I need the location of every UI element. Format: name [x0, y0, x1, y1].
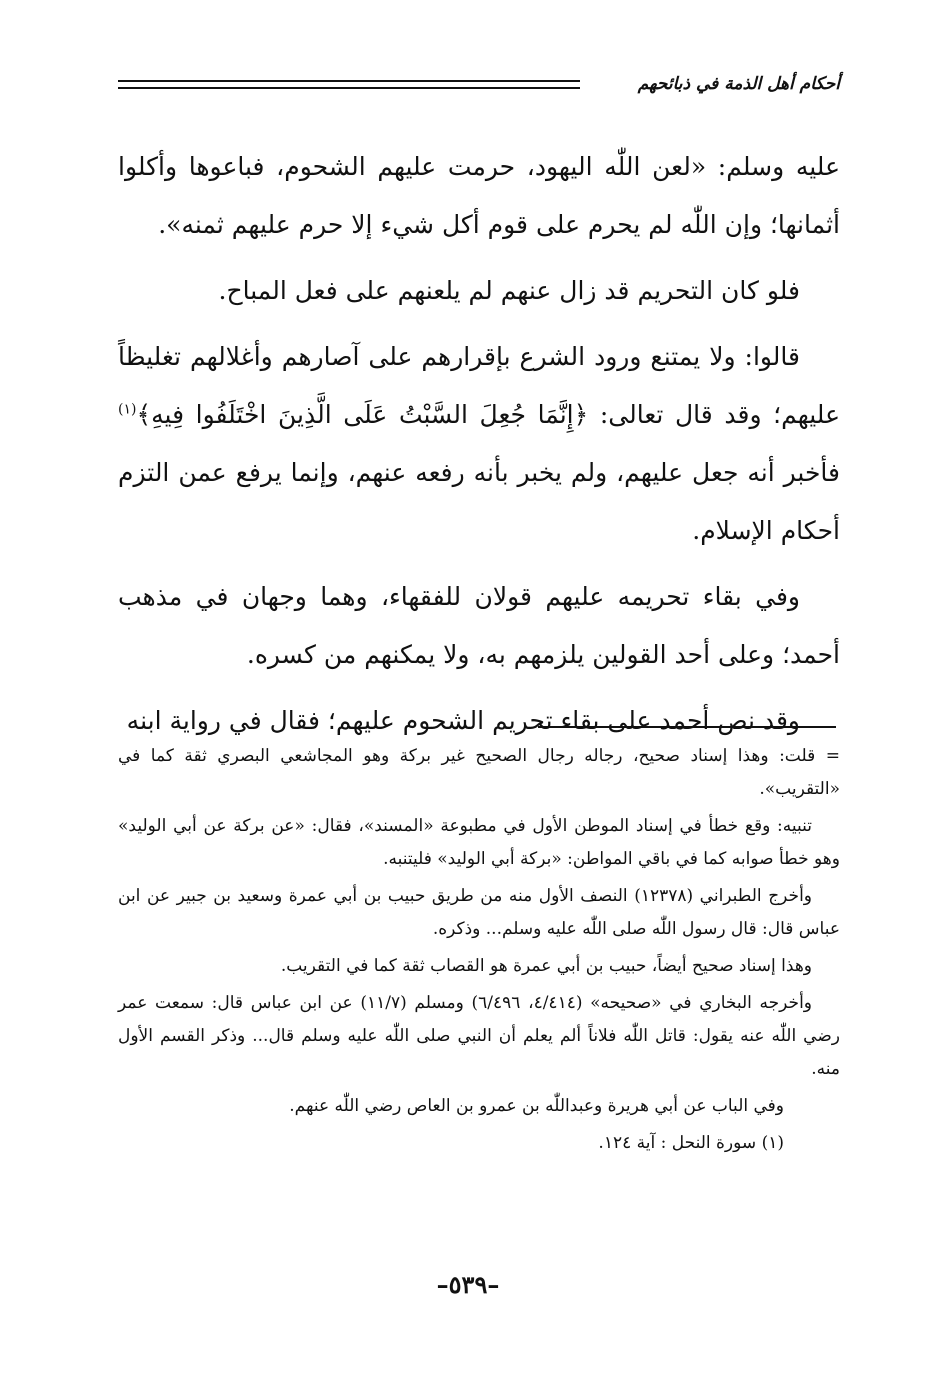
footnote-tabarani: وأخرج الطبراني (١٢٣٧٨) النصف الأول منه من طريق حبيب بن أبي عمرة وسعيد بن جبير عن ابن عباس قال: قال رسول اللّٰه صلى اللّٰه عليه وسلم... وذكره.	[118, 886, 840, 939]
footnote-1: (١) سورة النحل : آية ١٢٤.	[598, 1133, 784, 1153]
header-title: أحكام أهل الذمة في ذبائحهم	[637, 74, 840, 94]
running-header	[118, 72, 840, 102]
paragraph-2: فلو كان التحريم قد زال عنهم لم يلعنهم على فعل المباح.	[218, 276, 800, 305]
paragraph-4: وفي بقاء تحريمه عليهم قولان للفقهاء، وهما وجهان في مذهب أحمد؛ وعلى أحد القولين يلزمهم به، ولا يمكنهم من كسره.	[118, 582, 840, 669]
footnote-ref-1: (١)	[118, 401, 137, 418]
header-double-rule	[118, 80, 580, 89]
footnotes	[118, 740, 840, 1164]
paragraph-5: وقد نص أحمد على بقاء تحريم الشحوم عليهم؛ فقال في رواية ابنه	[126, 706, 800, 735]
footnote-note: تنبيه: وقع خطأ في إسناد الموطن الأول في مطبوعة «المسند»، فقال: «عن بركة عن أبي الوليد» وهو خطأ صوابه كما في باقي المواطن: «بركة أبي الوليد» فليتنبه.	[118, 816, 840, 869]
footnote-isnad: وهذا إسناد صحيح أيضاً، حبيب بن أبي عمرة هو القصاب ثقة كما في التقريب.	[280, 956, 812, 976]
footnote-separator	[538, 726, 836, 728]
paragraph-3-continuation: فأخبر أنه جعل عليهم، ولم يخبر بأنه رفعه عنهم، وإنما يرفع عمن التزم أحكام الإسلام.	[118, 458, 840, 545]
paragraph-3-quran-quote: قالوا: ولا يمتنع ورود الشرع بإقرارهم على آصارهم وأغلالهم تغليظاً عليهم؛ وقد قال تعالى: ﴿إِنَّمَا جُعِلَ السَّبْتُ عَلَى الَّذِينَ اخْتَلَفُوا فِيهِ﴾	[118, 342, 840, 429]
footnote-continuation: = قلت: وهذا إسناد صحيح، رجاله رجال الصحيح غير بركة وهو المجاشعي البصري ثقة كما في «التقريب».	[118, 746, 840, 799]
page-number: –٥٣٩–	[436, 1270, 500, 1299]
footnote-bab: وفي الباب عن أبي هريرة وعبداللّٰه بن عمرو بن العاص رضي اللّٰه عنهم.	[289, 1096, 784, 1116]
footnote-bukhari: وأخرجه البخاري في «صحيحه» (٤/٤١٤، ٦/٤٩٦) ومسلم (١١/٧) عن ابن عباس قال: سمعت عمر رضي اللّٰه عنه يقول: قاتل اللّٰه فلاناً ألم يعلم أن النبي صلى اللّٰه عليه وسلم قال... وذكر القسم الأول منه.	[118, 993, 840, 1079]
paragraph-3	[118, 328, 840, 560]
paragraph-1: عليه وسلم: «لعن اللّٰه اليهود، حرمت عليهم الشحوم، فباعوها وأكلوا أثمانها؛ وإن اللّٰه لم يحرم على قوم أكل شيء إلا حرم عليهم ثمنه».	[118, 152, 840, 239]
main-text	[118, 138, 840, 758]
